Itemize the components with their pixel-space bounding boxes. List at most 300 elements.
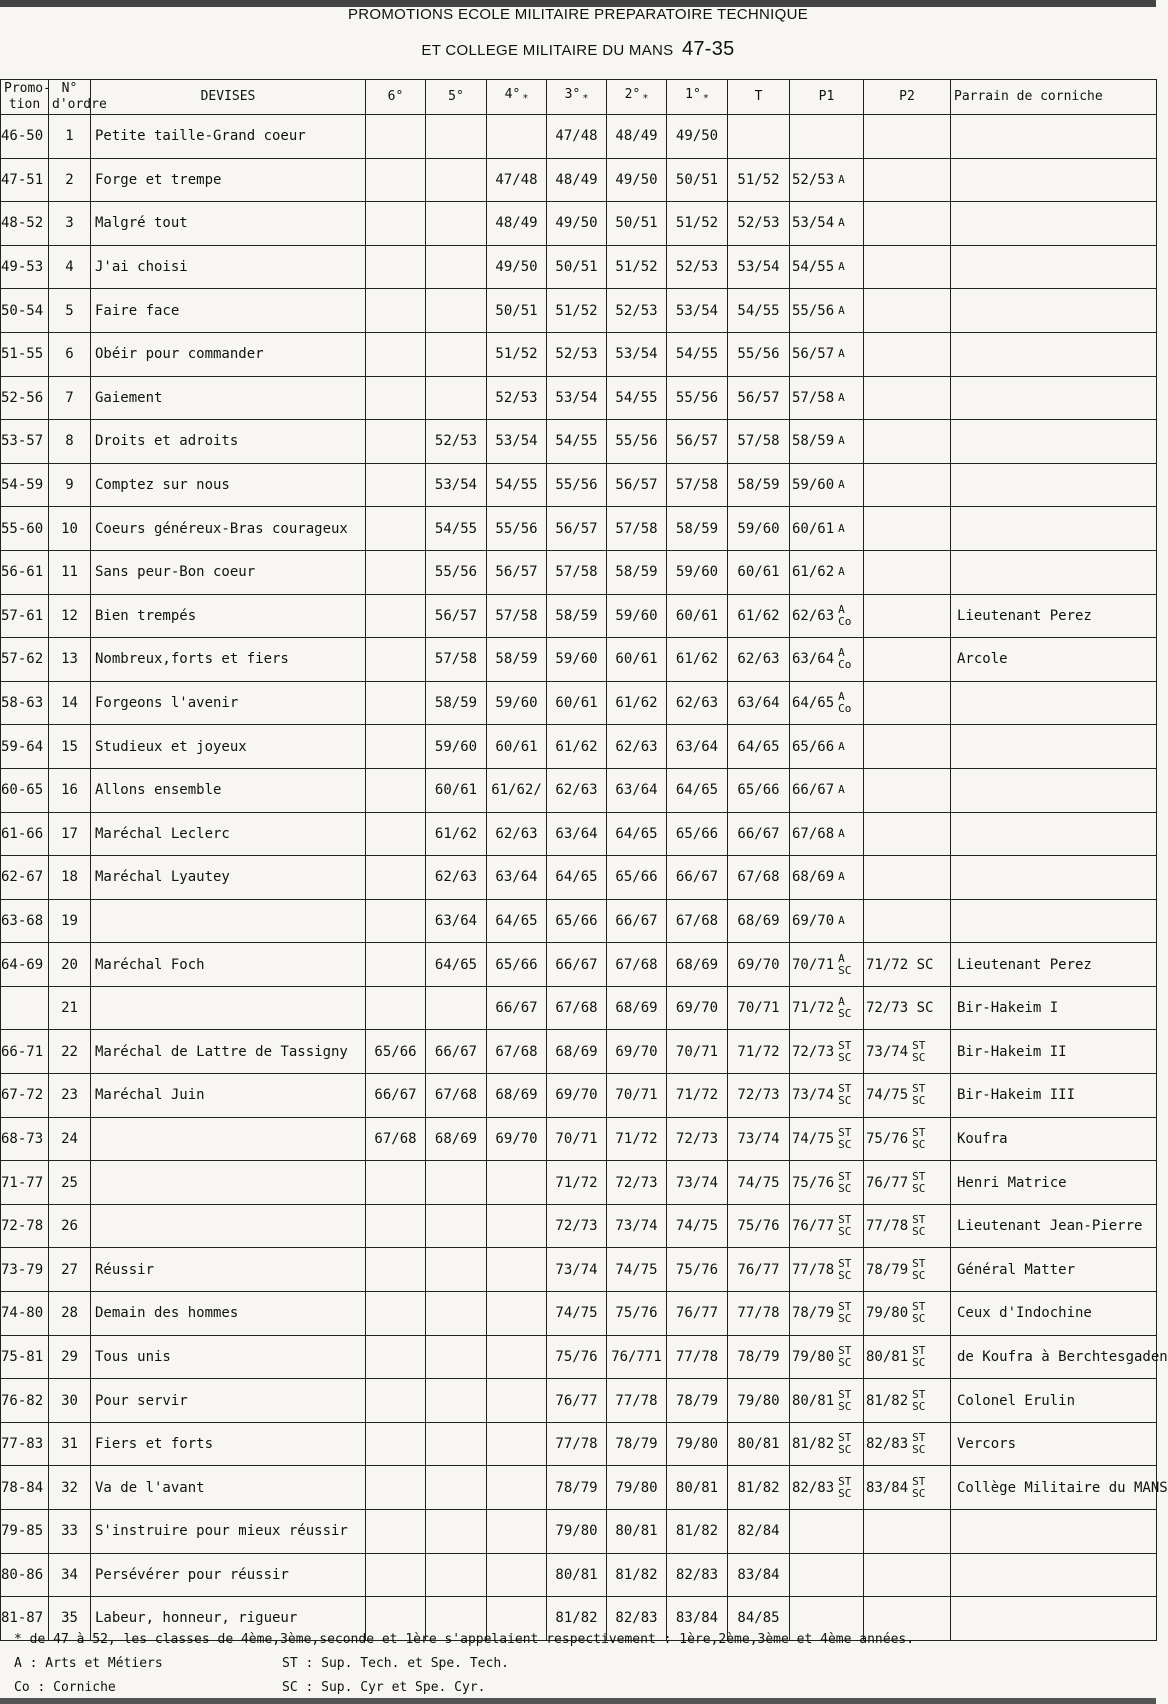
p1-track-codes	[838, 1040, 851, 1064]
cell-2e: 54/55	[607, 376, 667, 420]
cell-number: 19	[49, 899, 91, 943]
p1-code: SC	[838, 963, 852, 977]
cell-t: 65/66	[728, 768, 790, 812]
cell-devise: Pour servir	[91, 1379, 366, 1423]
cell-number: 4	[49, 245, 91, 289]
table-row	[1, 681, 1157, 725]
cell-1e: 79/80	[667, 1422, 728, 1466]
p1-year: 75/76	[792, 1174, 835, 1191]
cell-2e: 82/83	[607, 1597, 667, 1641]
cell-p2	[864, 681, 951, 725]
table-row	[1, 507, 1157, 551]
cell-3e: 64/65	[547, 856, 607, 900]
p1-track-codes	[838, 871, 845, 883]
table-row	[1, 245, 1157, 289]
cell-3e: 76/77	[547, 1379, 607, 1423]
cell-5e	[426, 1161, 487, 1205]
cell-1e: 80/81	[667, 1466, 728, 1510]
subtitle-text: ET COLLEGE MILITAIRE DU MANS	[421, 42, 674, 59]
p2-track-codes	[912, 1127, 925, 1151]
cell-2e: 66/67	[607, 899, 667, 943]
cell-1e: 82/83	[667, 1553, 728, 1597]
cell-devise: Comptez sur nous	[91, 463, 366, 507]
cell-2e: 79/80	[607, 1466, 667, 1510]
cell-devise: S'instruire pour mieux réussir	[91, 1510, 366, 1554]
cell-p1	[790, 1466, 864, 1510]
p1-code: A	[838, 646, 845, 660]
cell-5e	[426, 289, 487, 333]
p1-code: SC	[838, 1312, 852, 1326]
cell-5e: 55/56	[426, 550, 487, 594]
cell-parrain: Colonel Erulin	[951, 1379, 1157, 1423]
cell-t	[728, 115, 790, 159]
cell-4e: 47/48	[487, 158, 547, 202]
p1-code: A	[838, 826, 845, 840]
p1-code: A	[838, 434, 845, 448]
cell-devise: Obéir pour commander	[91, 332, 366, 376]
cell-parrain	[951, 245, 1157, 289]
cell-devise: Allons ensemble	[91, 768, 366, 812]
table-row	[1, 1117, 1157, 1161]
cell-5e	[426, 1422, 487, 1466]
cell-devise: Gaiement	[91, 376, 366, 420]
p1-code: SC	[838, 1443, 852, 1457]
cell-p2	[864, 289, 951, 333]
table-row	[1, 1466, 1157, 1510]
cell-4e: 52/53	[487, 376, 547, 420]
p1-code: A	[838, 783, 845, 797]
p2-year: 81/82	[866, 1392, 909, 1409]
cell-4e: 65/66	[487, 943, 547, 987]
cell-5e: 58/59	[426, 681, 487, 725]
cell-4e	[487, 1204, 547, 1248]
cell-1e: 52/53	[667, 245, 728, 289]
cell-devise: Coeurs généreux-Bras courageux	[91, 507, 366, 551]
cell-6e: 65/66	[366, 1030, 426, 1074]
cell-devise: Maréchal Foch	[91, 943, 366, 987]
p2-code: SC	[912, 1181, 926, 1195]
cell-t: 82/84	[728, 1510, 790, 1554]
cell-promotion: 75-81	[1, 1335, 49, 1379]
cell-p1	[790, 1553, 864, 1597]
cell-p2	[864, 1161, 951, 1205]
p1-track-codes	[838, 566, 845, 578]
p1-year: 74/75	[792, 1130, 835, 1147]
cell-p2	[864, 332, 951, 376]
p2-year: 79/80	[866, 1305, 909, 1322]
cell-parrain	[951, 202, 1157, 246]
cell-1e: 72/73	[667, 1117, 728, 1161]
p2-year: 75/76	[866, 1130, 909, 1147]
cell-devise: Tous unis	[91, 1335, 366, 1379]
cell-p1	[790, 1117, 864, 1161]
cell-6e	[366, 289, 426, 333]
cell-number: 18	[49, 856, 91, 900]
cell-t: 59/60	[728, 507, 790, 551]
cell-3e: 80/81	[547, 1553, 607, 1597]
cell-4e	[487, 1510, 547, 1554]
col-header-parrain: Parrain de corniche	[951, 80, 1157, 115]
cell-5e: 63/64	[426, 899, 487, 943]
p2-year: 82/83	[866, 1436, 909, 1453]
cell-4e: 48/49	[487, 202, 547, 246]
p2-code: SC	[912, 1443, 926, 1457]
cell-devise: Studieux et joyeux	[91, 725, 366, 769]
table-row	[1, 1074, 1157, 1118]
cell-6e	[366, 1553, 426, 1597]
cell-promotion: 81-87	[1, 1597, 49, 1641]
p2-code: SC	[912, 1225, 926, 1239]
cell-t: 68/69	[728, 899, 790, 943]
cell-3e: 63/64	[547, 812, 607, 856]
cell-t: 61/62	[728, 594, 790, 638]
cell-6e	[366, 812, 426, 856]
p2-code: ST	[912, 1474, 926, 1488]
legend-a: A : Arts et Métiers	[14, 1656, 163, 1671]
cell-t: 69/70	[728, 943, 790, 987]
cell-p1	[790, 1510, 864, 1554]
cell-5e	[426, 1204, 487, 1248]
cell-parrain	[951, 768, 1157, 812]
cell-t: 55/56	[728, 332, 790, 376]
cell-t: 77/78	[728, 1292, 790, 1336]
cell-1e: 53/54	[667, 289, 728, 333]
cell-p1	[790, 1248, 864, 1292]
p2-year: 77/78	[866, 1218, 909, 1235]
cell-t: 70/71	[728, 986, 790, 1030]
cell-p1	[790, 856, 864, 900]
cell-promotion: 58-63	[1, 681, 49, 725]
cell-2e: 76/771	[607, 1335, 667, 1379]
cell-3e: 55/56	[547, 463, 607, 507]
cell-p1	[790, 812, 864, 856]
p1-year: 55/56	[792, 302, 835, 319]
cell-3e: 79/80	[547, 1510, 607, 1554]
p1-year: 72/73	[792, 1043, 835, 1060]
cell-2e: 65/66	[607, 856, 667, 900]
cell-p1	[790, 550, 864, 594]
cell-p2	[864, 1248, 951, 1292]
cell-number: 8	[49, 420, 91, 464]
cell-3e: 53/54	[547, 376, 607, 420]
p2-track-codes	[912, 1432, 925, 1456]
p1-code: ST	[838, 1213, 852, 1227]
cell-6e	[366, 1204, 426, 1248]
cell-t: 64/65	[728, 725, 790, 769]
p1-code: SC	[838, 1181, 852, 1195]
cell-parrain	[951, 115, 1157, 159]
p2-track-codes	[912, 1301, 925, 1325]
cell-number: 6	[49, 332, 91, 376]
cell-1e: 73/74	[667, 1161, 728, 1205]
cell-p1	[790, 943, 864, 987]
cell-promotion: 56-61	[1, 550, 49, 594]
cell-promotion: 76-82	[1, 1379, 49, 1423]
cell-4e: 68/69	[487, 1074, 547, 1118]
p2-year: 71/72 SC	[866, 956, 934, 973]
cell-devise: Forgeons l'avenir	[91, 681, 366, 725]
p1-year: 70/71	[792, 956, 835, 973]
cell-promotion: 57-62	[1, 638, 49, 682]
cell-t: 79/80	[728, 1379, 790, 1423]
cell-1e: 56/57	[667, 420, 728, 464]
cell-2e: 60/61	[607, 638, 667, 682]
table-row	[1, 856, 1157, 900]
cell-2e: 56/57	[607, 463, 667, 507]
cell-parrain: Henri Matrice	[951, 1161, 1157, 1205]
cell-1e: 78/79	[667, 1379, 728, 1423]
cell-p2	[864, 1030, 951, 1074]
cell-devise: Labeur, honneur, rigueur	[91, 1597, 366, 1641]
cell-3e: 68/69	[547, 1030, 607, 1074]
cell-parrain: Lieutenant Perez	[951, 943, 1157, 987]
cell-2e: 75/76	[607, 1292, 667, 1336]
p2-year: 72/73 SC	[866, 1000, 934, 1017]
p2-code: ST	[912, 1431, 926, 1445]
cell-1e: 83/84	[667, 1597, 728, 1641]
cell-1e: 57/58	[667, 463, 728, 507]
cell-5e: 67/68	[426, 1074, 487, 1118]
cell-devise	[91, 1117, 366, 1161]
cell-number: 9	[49, 463, 91, 507]
cell-parrain	[951, 289, 1157, 333]
p2-year: 74/75	[866, 1087, 909, 1104]
cell-1e: 58/59	[667, 507, 728, 551]
p1-code: A	[838, 260, 845, 274]
p2-track-codes	[912, 1040, 925, 1064]
p1-year: 64/65	[792, 695, 835, 712]
p1-code: A	[838, 951, 845, 965]
table-row	[1, 332, 1157, 376]
cell-parrain: Bir-Hakeim III	[951, 1074, 1157, 1118]
cell-parrain	[951, 420, 1157, 464]
cell-number: 29	[49, 1335, 91, 1379]
cell-5e	[426, 202, 487, 246]
cell-promotion: 77-83	[1, 1422, 49, 1466]
cell-p2	[864, 420, 951, 464]
p1-code: A	[838, 390, 845, 404]
cell-parrain: Lieutenant Jean-Pierre	[951, 1204, 1157, 1248]
cell-6e	[366, 638, 426, 682]
cell-parrain: Arcole	[951, 638, 1157, 682]
p1-code: SC	[838, 1225, 852, 1239]
p1-track-codes	[838, 1389, 851, 1413]
cell-number: 24	[49, 1117, 91, 1161]
cell-t: 54/55	[728, 289, 790, 333]
cell-promotion: 49-53	[1, 245, 49, 289]
cell-t: 63/64	[728, 681, 790, 725]
cell-p2	[864, 1422, 951, 1466]
cell-6e	[366, 376, 426, 420]
cell-5e: 60/61	[426, 768, 487, 812]
cell-parrain	[951, 812, 1157, 856]
p1-track-codes	[838, 647, 851, 671]
p1-track-codes	[838, 392, 845, 404]
p2-track-codes	[912, 1476, 925, 1500]
p1-code: A	[838, 347, 845, 361]
cell-p1	[790, 245, 864, 289]
p1-code: ST	[838, 1256, 852, 1270]
cell-promotion: 46-50	[1, 115, 49, 159]
p2-track-codes	[912, 1345, 925, 1369]
cell-3e: 78/79	[547, 1466, 607, 1510]
cell-1e: 68/69	[667, 943, 728, 987]
cell-3e: 57/58	[547, 550, 607, 594]
cell-number: 7	[49, 376, 91, 420]
p1-year: 79/80	[792, 1348, 835, 1365]
cell-number: 12	[49, 594, 91, 638]
cell-3e: 67/68	[547, 986, 607, 1030]
p2-code: ST	[912, 1038, 926, 1052]
p1-track-codes	[838, 1301, 851, 1325]
p1-year: 73/74	[792, 1087, 835, 1104]
p1-track-codes	[838, 348, 845, 360]
cell-t: 58/59	[728, 463, 790, 507]
cell-1e: 55/56	[667, 376, 728, 420]
p1-track-codes	[838, 261, 845, 273]
cell-6e	[366, 507, 426, 551]
cell-t: 57/58	[728, 420, 790, 464]
cell-3e: 54/55	[547, 420, 607, 464]
p1-track-codes	[838, 828, 845, 840]
cell-p1	[790, 1422, 864, 1466]
p1-track-codes	[838, 915, 845, 927]
cell-p2	[864, 1466, 951, 1510]
cell-p1	[790, 115, 864, 159]
cell-t: 80/81	[728, 1422, 790, 1466]
cell-number: 34	[49, 1553, 91, 1597]
cell-3e: 59/60	[547, 638, 607, 682]
cell-5e	[426, 245, 487, 289]
cell-promotion: 64-69	[1, 943, 49, 987]
cell-p2	[864, 1117, 951, 1161]
table-row	[1, 899, 1157, 943]
cell-4e: 69/70	[487, 1117, 547, 1161]
p1-code: A	[838, 216, 845, 230]
cell-6e	[366, 986, 426, 1030]
cell-3e: 65/66	[547, 899, 607, 943]
table-row	[1, 725, 1157, 769]
cell-6e	[366, 768, 426, 812]
legend-st: ST : Sup. Tech. et Spe. Tech.	[282, 1656, 509, 1671]
cell-devise: J'ai choisi	[91, 245, 366, 289]
cell-1e: 81/82	[667, 1510, 728, 1554]
cell-p1	[790, 638, 864, 682]
p1-code: A	[838, 870, 845, 884]
p1-code: SC	[838, 1268, 852, 1282]
cell-devise: Petite taille-Grand coeur	[91, 115, 366, 159]
cell-6e	[366, 943, 426, 987]
cell-5e: 61/62	[426, 812, 487, 856]
p1-code: SC	[838, 1355, 852, 1369]
cell-4e: 53/54	[487, 420, 547, 464]
cell-4e	[487, 1553, 547, 1597]
cell-p1	[790, 332, 864, 376]
p2-code: SC	[912, 1486, 926, 1500]
cell-p1	[790, 1161, 864, 1205]
cell-p1	[790, 1204, 864, 1248]
cell-devise: Bien trempés	[91, 594, 366, 638]
cell-p1	[790, 202, 864, 246]
cell-promotion: 59-64	[1, 725, 49, 769]
p1-code: A	[838, 565, 845, 579]
cell-p2	[864, 115, 951, 159]
cell-p1	[790, 986, 864, 1030]
cell-p2	[864, 202, 951, 246]
table-row	[1, 638, 1157, 682]
p1-code: SC	[838, 1094, 852, 1108]
p1-year: 63/64	[792, 651, 835, 668]
col-header-3: 3° $_*$	[547, 80, 607, 115]
cell-3e: 77/78	[547, 1422, 607, 1466]
p1-code: Co	[838, 702, 852, 716]
cell-1e: 50/51	[667, 158, 728, 202]
cell-1e: 59/60	[667, 550, 728, 594]
footnote-asterisk: * de 47 à 52, les classes de 4ème,3ème,seconde et 1ère s'appelaient respectivement : 1ère,2ème,3ème et 4ème années.	[14, 1632, 915, 1647]
cell-p1	[790, 463, 864, 507]
cell-promotion: 47-51	[1, 158, 49, 202]
cell-devise: Maréchal de Lattre de Tassigny	[91, 1030, 366, 1074]
cell-3e: 58/59	[547, 594, 607, 638]
cell-6e	[366, 1466, 426, 1510]
p1-code: ST	[838, 1343, 852, 1357]
cell-2e: 64/65	[607, 812, 667, 856]
cell-devise: Fiers et forts	[91, 1422, 366, 1466]
cell-5e	[426, 1466, 487, 1510]
p1-code: A	[838, 913, 845, 927]
col-header-number: N° d'ordre	[49, 80, 91, 115]
cell-2e: 49/50	[607, 158, 667, 202]
cell-6e	[366, 550, 426, 594]
cell-4e: 50/51	[487, 289, 547, 333]
p2-code: ST	[912, 1300, 926, 1314]
footnotes	[14, 1628, 1144, 1700]
cell-number: 35	[49, 1597, 91, 1641]
cell-t: 73/74	[728, 1117, 790, 1161]
cell-2e: 71/72	[607, 1117, 667, 1161]
p1-year: 54/55	[792, 259, 835, 276]
cell-p2	[864, 986, 951, 1030]
table-row	[1, 1379, 1157, 1423]
cell-p2	[864, 1292, 951, 1336]
cell-6e	[366, 1379, 426, 1423]
cell-4e	[487, 1422, 547, 1466]
p2-code: ST	[912, 1343, 926, 1357]
p1-code: ST	[838, 1038, 852, 1052]
cell-6e	[366, 1510, 426, 1554]
cell-number: 26	[49, 1204, 91, 1248]
cell-parrain: Koufra	[951, 1117, 1157, 1161]
cell-3e: 56/57	[547, 507, 607, 551]
cell-promotion: 55-60	[1, 507, 49, 551]
cell-t: 56/57	[728, 376, 790, 420]
cell-promotion: 48-52	[1, 202, 49, 246]
p1-year: 66/67	[792, 782, 835, 799]
cell-4e	[487, 1292, 547, 1336]
cell-p1	[790, 1030, 864, 1074]
cell-5e: 62/63	[426, 856, 487, 900]
p1-year: 58/59	[792, 433, 835, 450]
col-header-promotion: Promo- tion	[1, 80, 49, 115]
p1-code: ST	[838, 1474, 852, 1488]
p1-year: 56/57	[792, 346, 835, 363]
cell-t: 83/84	[728, 1553, 790, 1597]
table-row	[1, 376, 1157, 420]
cell-p2	[864, 1553, 951, 1597]
cell-number: 11	[49, 550, 91, 594]
p2-year: 78/79	[866, 1261, 909, 1278]
cell-5e: 54/55	[426, 507, 487, 551]
